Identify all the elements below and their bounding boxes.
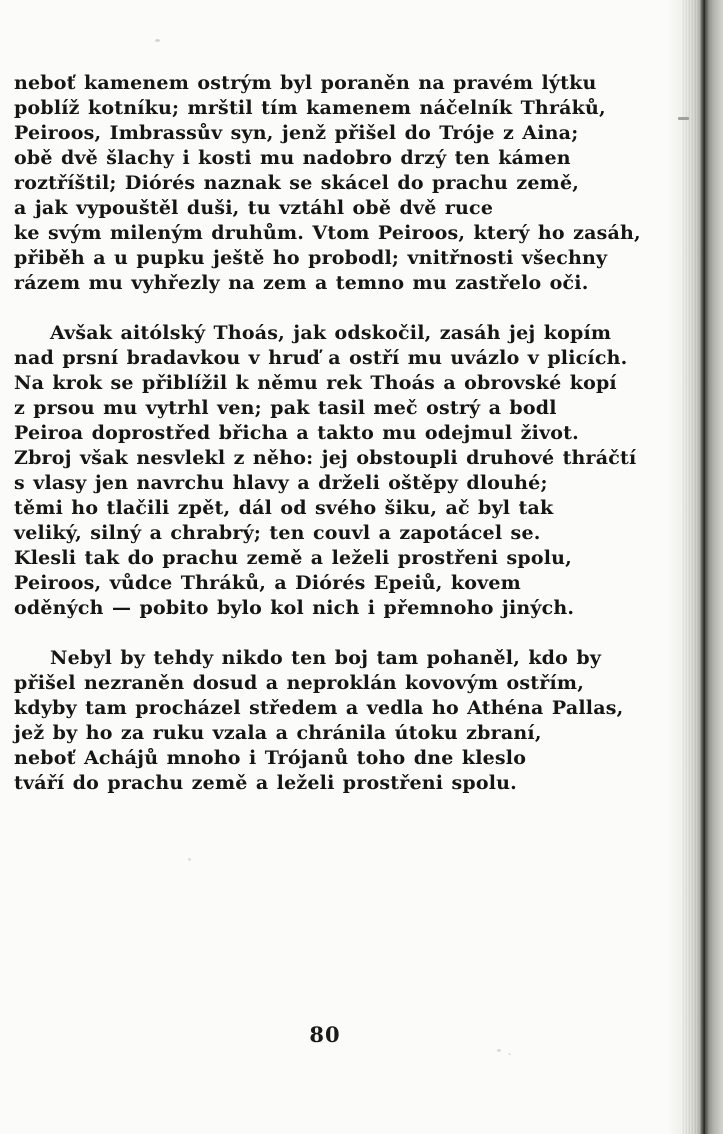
verse-line: přišel nezraněn dosud a neproklán kovovým ostřím, xyxy=(14,672,585,694)
verse-line: obě dvě šlachy i kosti mu nadobro drzý ten kámen xyxy=(14,147,571,169)
verse-line: těmi ho tlačili zpět, dál od svého šiku, ač byl tak xyxy=(14,497,554,519)
verse-line: oděných — pobito bylo kol nich i přemnoho jiných. xyxy=(14,597,575,619)
paragraph xyxy=(14,646,641,796)
verse-line: Peiroa doprostřed břicha a takto mu odejmul život. xyxy=(14,422,579,444)
scan-speck xyxy=(678,117,689,120)
verse-line: Peiroos, Imbrassův syn, jenž přišel do Tróje z Aina; xyxy=(14,122,579,144)
verse-line: tváří do prachu země a leželi prostřeni spolu. xyxy=(14,772,517,794)
verse-line: ke svým mileným druhům. Vtom Peiroos, který ho zasáh, xyxy=(14,222,641,244)
paragraph xyxy=(14,71,641,296)
scan-speck xyxy=(508,1053,511,1055)
verse-line: Klesli tak do prachu země a leželi prostřeni spolu, xyxy=(14,547,572,569)
verse-line: Avšak aitólský Thoás, jak odskočil, zasáh jej kopím xyxy=(50,322,612,344)
verse-line: z prsou mu vytrhl ven; pak tasil meč ostrý a bodl xyxy=(14,397,557,419)
scan-speck xyxy=(497,1049,501,1052)
verse-line: Zbroj však nesvlekl z něho: jej obstoupli druhové thráčtí xyxy=(14,447,637,469)
verse-line: rázem mu vyhřezly na zem a temno mu zastřelo oči. xyxy=(14,272,589,294)
paper-edge-texture xyxy=(681,0,707,1134)
verse-line: neboť Achájů mnoho i Trójanů toho dne kleslo xyxy=(14,747,527,769)
verse-line: Peiroos, vůdce Thráků, a Diórés Epeiů, kovem xyxy=(14,572,521,594)
verse-line: veliký, silný a chrabrý; ten couvl a zapotácel se. xyxy=(14,522,541,544)
verse-line: přiběh a u pupku ještě ho probodl; vnitřnosti všechny xyxy=(14,247,608,269)
page-number: 80 xyxy=(309,1022,341,1047)
verse-line: neboť kamenem ostrým byl poraněn na pravém lýtku xyxy=(14,72,597,94)
scan-speck xyxy=(155,39,160,42)
verse-line: poblíž kotníku; mrštil tím kamenem náčelník Thráků, xyxy=(14,97,606,119)
scan-speck xyxy=(188,858,191,861)
text-block xyxy=(14,71,641,796)
verse-line: a jak vypouštěl duši, tu vztáhl obě dvě ruce xyxy=(14,197,494,219)
paragraph xyxy=(14,321,641,621)
verse-line: roztříštil; Diórés naznak se skácel do prachu země, xyxy=(14,172,580,194)
verse-line: nad prsní bradavkou v hruď a ostří mu uvázlo v plicích. xyxy=(14,347,628,369)
verse-line: jež by ho za ruku vzala a chránila útoku zbraní, xyxy=(14,722,542,744)
verse-line: Nebyl by tehdy nikdo ten boj tam pohaněl, kdo by xyxy=(50,647,602,669)
verse-line: s vlasy jen navrchu hlavy a drželi oštěpy dlouhé; xyxy=(14,472,548,494)
verse-line: kdyby tam procházel středem a vedla ho Athéna Pallas, xyxy=(14,697,624,719)
verse-line: Na krok se přiblížil k němu rek Thoás a obrovské kopí xyxy=(14,372,617,394)
